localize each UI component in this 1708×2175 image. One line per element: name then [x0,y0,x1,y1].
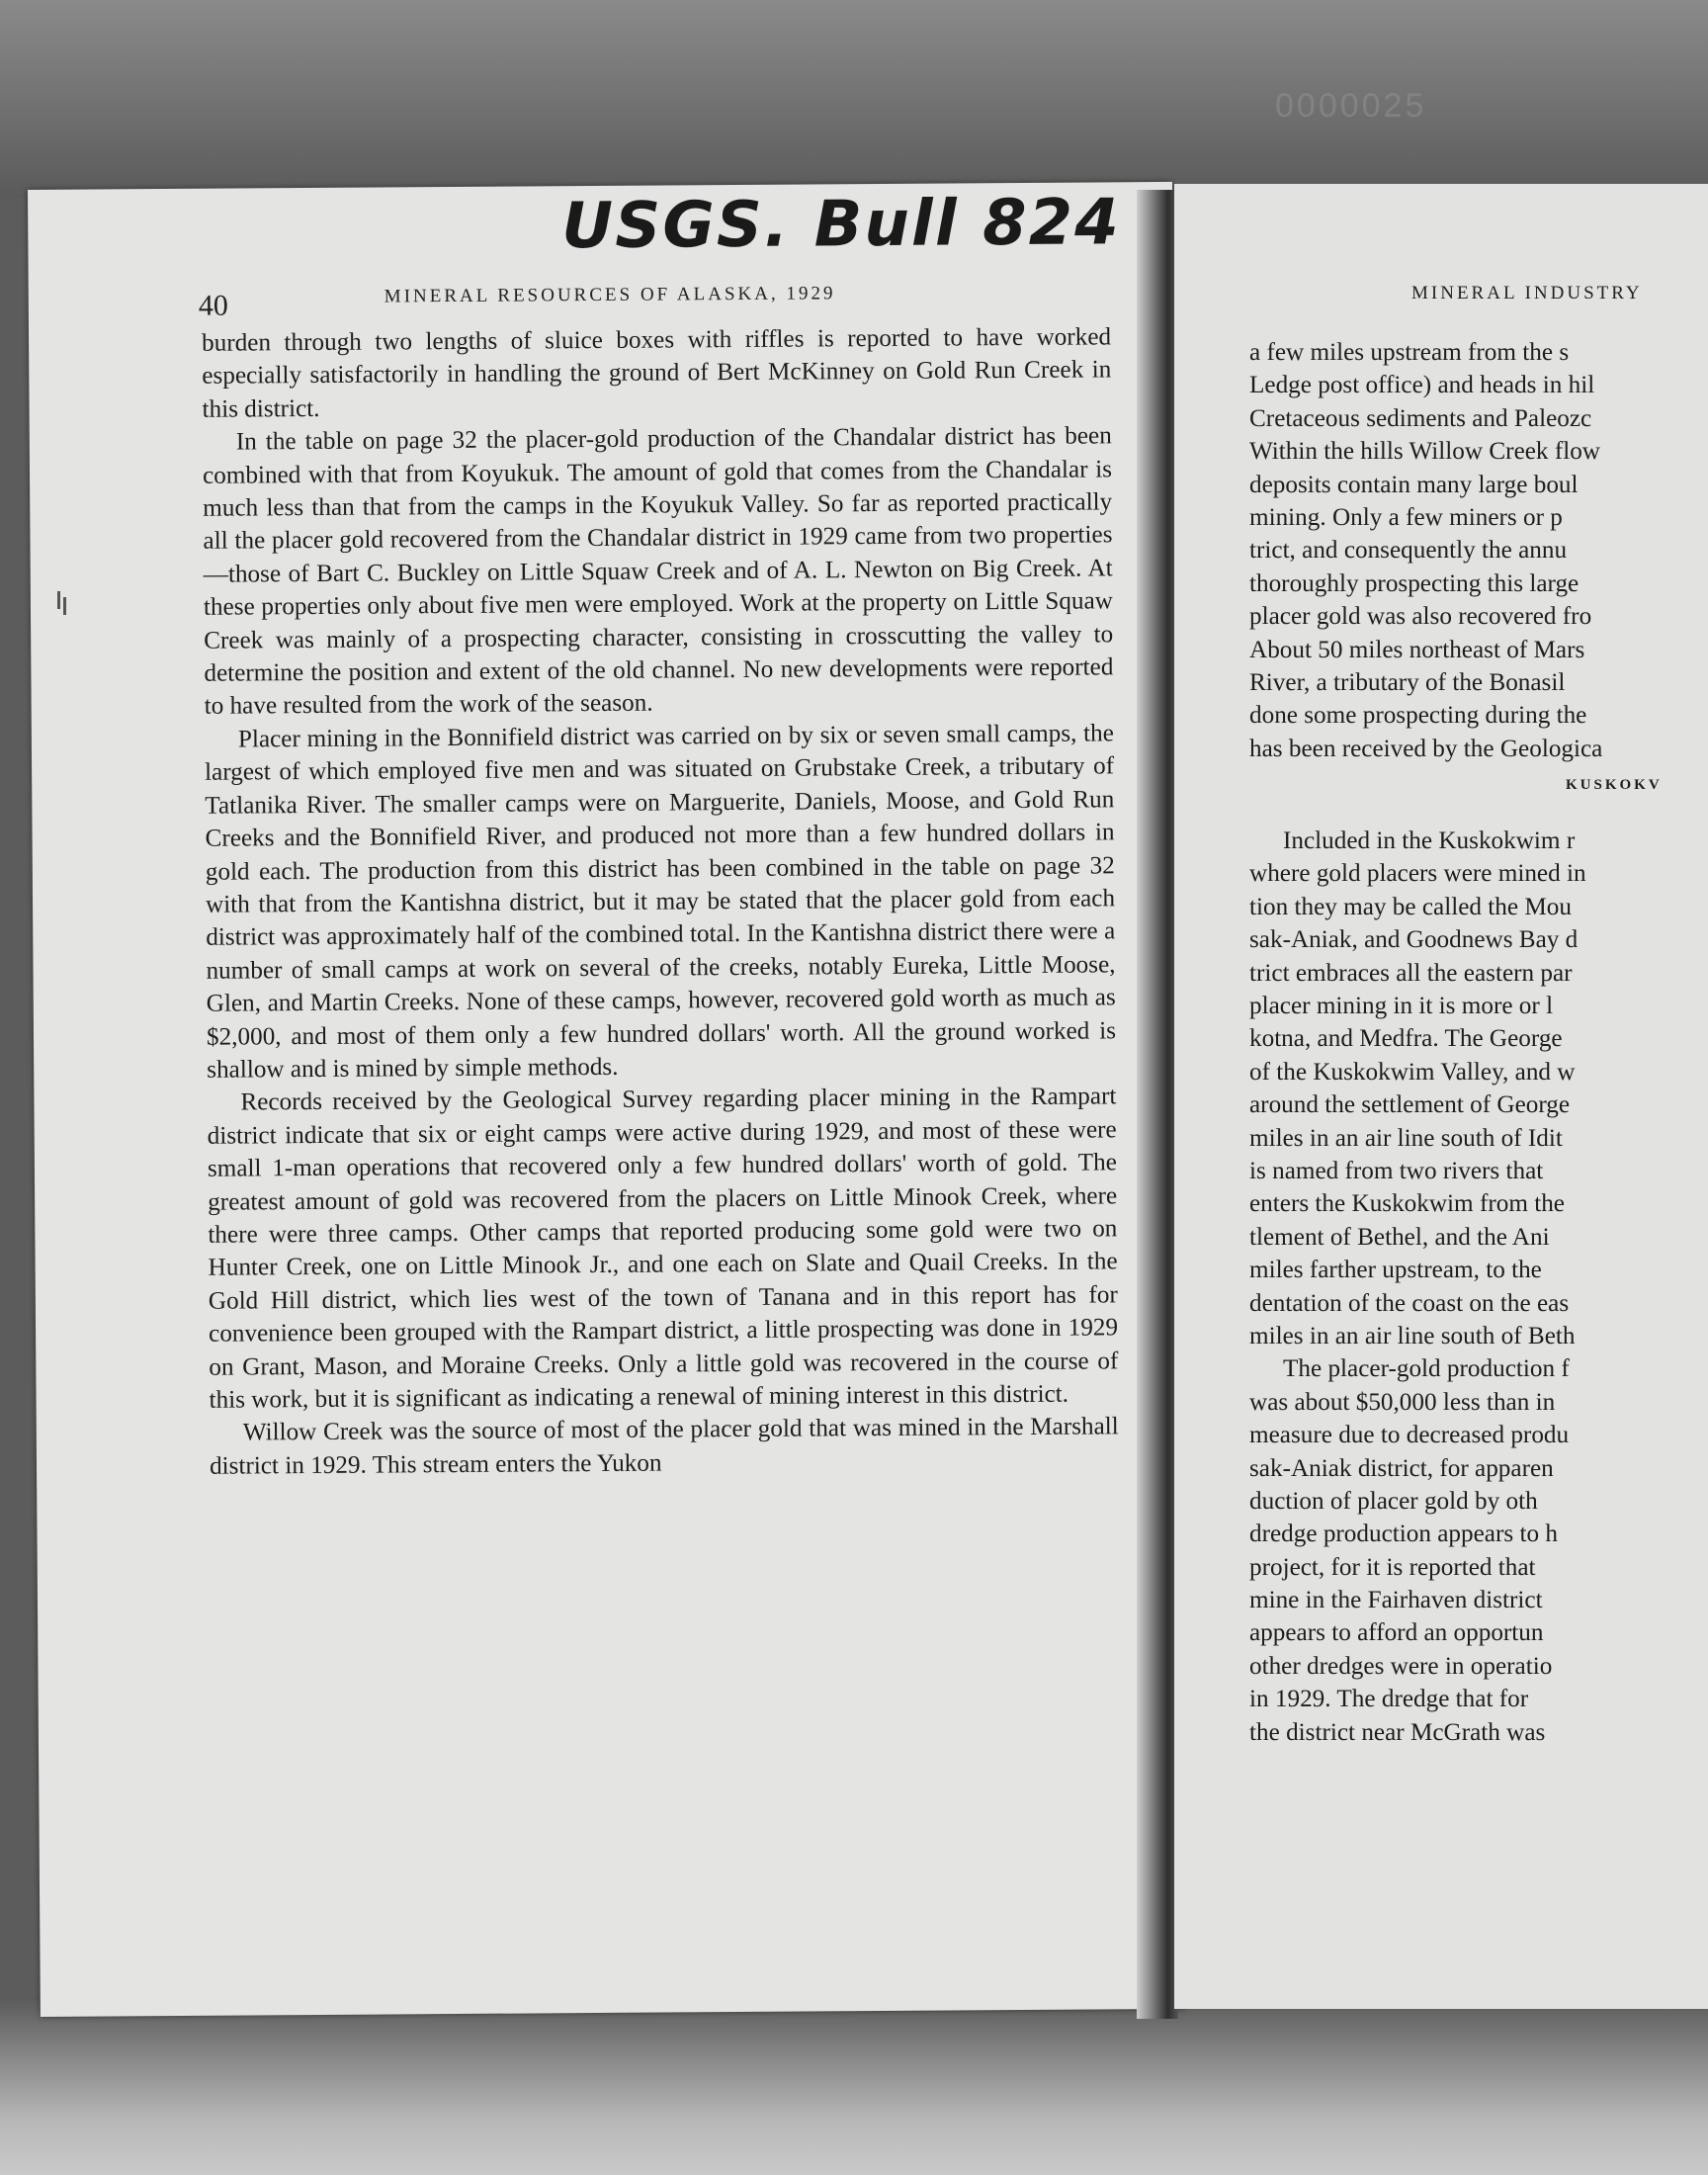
right-page-line: sak-Aniak district, for apparen [1249,1454,1554,1482]
right-page-line: placer gold was also recovered fro [1249,603,1592,631]
right-page-line: in 1929. The dredge that for [1249,1686,1529,1713]
handwritten-note: USGS. Bull 824 [561,186,1121,264]
left-page [28,182,1185,2017]
right-page-line: deposits contain many large boul [1249,471,1579,498]
right-page-line: thoroughly prospecting this large [1249,569,1580,597]
right-page-body [1249,336,1708,1749]
left-page-body [202,320,1119,1483]
right-page-line: trict embraces all the eastern par [1249,959,1573,987]
section-heading: KUSKOKV [1566,777,1663,794]
right-page-line: tlement of Bethel, and the Ani [1249,1223,1550,1251]
right-page-line: the district near McGrath was [1249,1718,1546,1746]
right-page-line: was about $50,000 less than in [1249,1388,1556,1416]
right-page-block-bottom [1249,1352,1708,1749]
right-page-line: done some prospecting during the [1249,702,1587,730]
scan-artifact-mark [57,591,60,609]
book-gutter [1137,190,1178,2019]
right-page [1174,184,1708,2009]
running-head-left: MINERAL RESOURCES OF ALASKA, 1929 [384,283,836,307]
right-page-line: sak-Aniak, and Goodnews Bay d [1249,926,1579,954]
right-page-line: Included in the Kuskokwim r [1283,827,1576,855]
scan-artifact-mark [63,597,66,615]
right-page-line: placer mining in it is more or l [1249,993,1554,1020]
right-page-line: miles in an air line south of Beth [1249,1322,1576,1349]
right-page-block-middle [1249,825,1708,1352]
right-page-line: project, for it is reported that [1249,1553,1536,1581]
scan-background-bottom [0,1997,1708,2175]
right-page-line: enters the Kuskokwim from the [1249,1190,1565,1218]
right-page-line: mine in the Fairhaven district [1249,1587,1543,1614]
right-page-line: The placer-gold production f [1283,1355,1570,1383]
right-page-block-top [1249,336,1708,765]
right-page-line: dredge production appears to h [1249,1521,1558,1548]
right-page-line: is named from two rivers that [1249,1157,1544,1184]
right-page-line: Cretaceous sediments and Paleozc [1249,404,1592,432]
right-page-line: around the settlement of George [1249,1091,1571,1119]
right-page-line: miles farther upstream, to the [1249,1257,1542,1284]
right-page-line: tion they may be called the Mou [1249,893,1572,920]
right-page-line: River, a tributary of the Bonasil [1249,668,1566,696]
paragraph-3: Placer mining in the Bonnifield district was carried on by six or seven small camps, the largest of which employed five men and was situated on Grubstake Creek, a tributary of Tatlanika River. The smaller camps were on Marguerite, Daniels, Moose, and Gold Run Creeks and the Bonnifield River, and produced not more than a few hundred dollars in gold each. The production from this district has been combined in the table on page 32 with that from the Kantishna district, but it may be stated that the placer gold from each district was approximately half of the combined total. In the Kantishna district there were a number of small camps at work on several of the creeks, notably Eureka, Little Moose, Glen, and Martin Creeks. None of these camps, however, recovered gold worth as much as $2,000, and most of them only a few hundred dollars' worth. All the ground worked is shallow and is mined by simple methods. [205,720,1117,1084]
paragraph-2: In the table on page 32 the placer-gold production of the Chandalar district has been combined with that from Koyukuk. The amount of gold that comes from the Chandalar is much less than that from the camps in the Koyukuk Valley. So far as reported practically all the placer gold recovered from the Chandalar district in 1929 came from two properties—those of Bart C. Buckley on Little Squaw Creek and of A. L. Newton on Big Creek. At these properties only about five men were employed. Work at the property on Little Squaw Creek was mainly of a prospecting character, consisting in crosscutting the valley to determine the position and extent of the old channel. No new developments were reported to have resulted from the work of the season. [202,422,1114,721]
paragraph-1: burden through two lengths of sluice boxes with riffles is reported to have worked especially satisfactorily in handling the ground of Bert McKinney on Gold Run Creek in this district. [201,323,1112,423]
right-page-line: Within the hills Willow Creek flow [1249,438,1600,466]
right-page-line: kotna, and Medfra. The George [1249,1025,1563,1053]
right-page-line: measure due to decreased produ [1249,1422,1570,1449]
page-number: 40 [198,289,228,322]
right-page-line: About 50 miles northeast of Mars [1249,636,1585,663]
right-page-line: mining. Only a few miners or p [1249,503,1563,531]
right-page-line: has been received by the Geologica [1249,735,1603,762]
paragraph-4: Records received by the Geological Survey regarding placer mining in the Rampart district indicate that six or eight camps were active during 1929, and most of these were small 1-man operations that recovered only a few hundred dollars' worth of gold. The greatest amount of gold was recovered from the placers on Little Minook Creek, where there were three camps. Other camps that reported producing some gold were two on Hunter Creek, one on Little Minook Jr., and one each on Slate and Quail Creeks. In the Gold Hill district, which lies west of the town of Tanana and in this report has for convenience been grouped with the Rampart district, a little prospecting was done in 1929 on Grant, Mason, and Moraine Creeks. Only a little gold was recovered in the course of this work, but it is significant as indicating a renewal of mining interest in this district. [207,1083,1119,1414]
right-page-line: appears to afford an opportun [1249,1619,1544,1647]
right-page-line: where gold placers were mined in [1249,860,1586,888]
right-page-line: trict, and consequently the annu [1249,537,1568,565]
right-page-line: a few miles upstream from the s [1249,339,1570,366]
running-head-right: MINERAL INDUSTRY [1411,283,1643,304]
right-page-line: of the Kuskokwim Valley, and w [1249,1058,1576,1086]
right-page-line: Ledge post office) and heads in hil [1249,372,1595,399]
right-page-line: dentation of the coast on the eas [1249,1289,1570,1317]
paragraph-5: Willow Creek was the source of most of the placer gold that was mined in the Marshall district in 1929. This stream enters the Yukon [209,1413,1119,1480]
right-page-line: duction of placer gold by oth [1249,1487,1538,1515]
scan-stamp-number: 0000025 [1275,87,1427,125]
right-page-line: other dredges were in operatio [1249,1652,1553,1680]
right-page-line: miles in an air line south of Idit [1249,1124,1563,1152]
scan-background-top [0,0,1708,198]
